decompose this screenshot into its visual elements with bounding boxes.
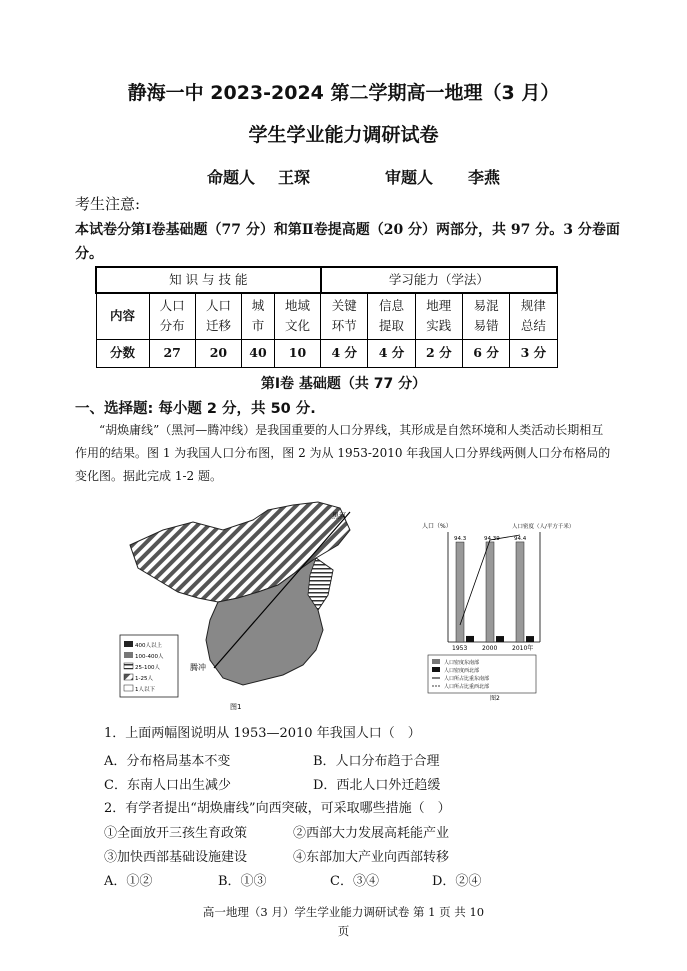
q2-option-b[interactable]: B．①③ [218,874,267,889]
table-header-cell: 人口 分布 [149,293,195,339]
figure2-caption: 图2 [490,695,500,702]
footer-line-1: 高一地理（3 月）学生学业能力调研试卷 第 1 页 共 10 [202,905,485,919]
bar-northwest-2010 [526,636,534,642]
q1-option-c[interactable]: C．东南人口出生减少 [104,778,231,793]
table-header-cell: 信息 提取 [368,293,415,339]
table-score-cell: 6 分 [462,339,509,367]
chart-y-left-label: 人口（%） [422,523,452,530]
notice-heading: 考生注意: [75,195,141,213]
footer-line-2: 页 [337,924,350,938]
figure1-legend-2: 100-400人 [135,654,164,660]
chart-y-right-label: 人口密度（人/平方千米） [512,524,575,530]
q2-option-d[interactable]: D．②④ [432,874,482,889]
intro-paragraph: “胡焕庸线”（黑河—腾冲线）是我国重要的人口分界线，其形成是自然环境和人类活动长期相互作用的结果。图 1 为我国人口分布图，图 2 为从 1953-2010 年我国人口分界线两侧人口分布格局的变化图。据此完成 1-2 题。 [75,423,611,483]
bar-northwest-2000 [496,636,504,642]
author-label: 命题人 [207,168,256,187]
table-row-label-score: 分数 [96,339,149,367]
table-score-cell: 2 分 [415,339,462,367]
question-2-stem: 2．有学者提出“胡焕庸线”向西突破，可采取哪些措施（ ） [104,801,451,816]
bar-southeast-2010 [516,542,524,642]
part1-heading: 第Ⅰ卷 基础题（共 77 分） [260,376,427,392]
bar-value-label: 94.3 [454,536,467,543]
bar-northwest-1953 [466,636,474,642]
table-group-learning: 学习能力（学法） [321,267,557,293]
q1-option-b[interactable]: B．人口分布趋于合理 [313,754,440,769]
figure1-legend-3: 25-100人 [135,665,160,671]
table-header-cell: 关键 环节 [321,293,368,339]
page-footer [0,903,687,941]
q2-statement-3: ③加快西部基础设施建设 [104,850,248,865]
figure1-legend-4: 1-25人 [135,676,153,682]
figure2-bar-chart [420,520,575,702]
bar-southeast-2000 [486,542,494,642]
notice-text: 本试卷分第Ⅰ卷基础题（77 分）和第Ⅱ卷提高题（20 分）两部分，共 97 分。3 分卷面分。 [75,222,620,262]
bar-southeast-1953 [456,542,464,642]
bar-value-label: 94.39 [484,535,500,542]
author-name: 王琛 [278,168,311,187]
table-group-knowledge: 知 识 与 技 能 [96,267,321,293]
figure1-population-map [118,500,378,710]
table-score-cell: 10 [274,339,320,367]
chart-legend-4: 人口所占比重西北部 [444,684,490,690]
chart-legend-3: 人口所占比重东南部 [444,676,490,682]
figure1-legend-1: 400人以上 [135,643,162,649]
table-header-cell: 人口 迁移 [195,293,241,339]
table-header-cell: 地理 实践 [415,293,462,339]
figure1-legend-5: 1人以下 [135,687,155,693]
table-score-cell: 40 [242,339,275,367]
reviewer-label: 审题人 [385,168,434,187]
chart-x-label: 1953 [452,645,468,652]
q2-statement-4: ④东部加大产业向西部转移 [293,850,450,865]
q2-option-c[interactable]: C．③④ [330,874,379,889]
figure1-north-label: 黑河 [332,512,346,520]
q2-statement-1: ①全面放开三孩生育政策 [104,826,248,841]
table-score-cell: 4 分 [368,339,415,367]
bar-value-label: 94.4 [514,535,527,542]
table-score-cell: 3 分 [510,339,557,367]
q1-option-a[interactable]: A．分布格局基本不变 [104,754,231,769]
table-score-cell: 20 [195,339,241,367]
ability-table [95,266,558,368]
chart-legend-2: 人口密度西北部 [444,668,480,674]
chart-x-label: 2010年 [512,645,534,652]
table-header-cell: 地域 文化 [274,293,320,339]
exam-title: 静海一中 2023-2024 第二学期高一地理（3 月） [127,82,560,104]
q1-option-d[interactable]: D．西北人口外迁趋缓 [313,778,441,793]
chart-x-label: 2000 [482,645,498,652]
table-score-cell: 27 [149,339,195,367]
q2-option-a[interactable]: A．①② [104,874,153,889]
exam-subtitle: 学生学业能力调研试卷 [248,124,439,146]
table-header-cell: 易混 易错 [462,293,509,339]
q2-statement-2: ②西部大力发展高耗能产业 [293,826,450,841]
table-row-label-content: 内容 [96,293,149,339]
figure1-caption: 图1 [230,703,242,710]
question-1-stem: 1．上面两幅图说明从 1953—2010 年我国人口（ ） [104,726,421,741]
reviewer-name: 李燕 [468,168,501,187]
table-header-cell: 城 市 [242,293,275,339]
table-header-cell: 规律 总结 [510,293,557,339]
figure1-south-label: 腾冲 [190,663,206,672]
table-score-cell: 4 分 [321,339,368,367]
section1-heading: 一、选择题: 每小题 2 分，共 50 分. [75,401,316,417]
chart-legend-1: 人口密度东南部 [444,660,480,666]
